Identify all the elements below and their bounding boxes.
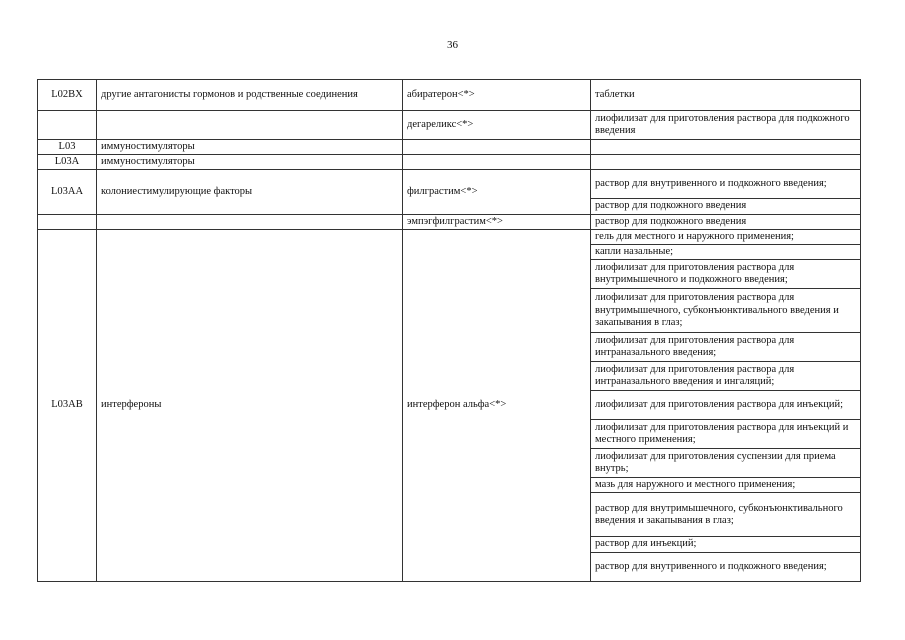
atc-code-cell: L03: [38, 140, 97, 155]
atc-code-cell: L02BX: [38, 80, 97, 111]
atc-code-cell: L03AA: [38, 170, 97, 214]
dosage-form-cell: лиофилизат для приготовления раствора для внутримышечного и подкожного введения;: [591, 260, 861, 289]
dosage-form-cell: [591, 155, 861, 170]
atc-code-cell: [38, 214, 97, 229]
dosage-form-cell: таблетки: [591, 80, 861, 111]
table-row: [38, 229, 861, 244]
drug-name-cell: интерферон альфа<*>: [403, 229, 591, 581]
dosage-form-cell: раствор для внутривенного и подкожного введения;: [591, 170, 861, 199]
drug-name-cell: [403, 155, 591, 170]
dosage-form-cell: лиофилизат для приготовления раствора для подкожного введения: [591, 111, 861, 140]
dosage-form-cell: лиофилизат для приготовления раствора для интраназального введения;: [591, 333, 861, 362]
group-name-cell: иммуностимуляторы: [97, 155, 403, 170]
drug-name-cell: абиратерон<*>: [403, 80, 591, 111]
table-row: [38, 155, 861, 170]
dosage-form-cell: лиофилизат для приготовления суспензии для приема внутрь;: [591, 449, 861, 478]
dosage-form-cell: лиофилизат для приготовления раствора для инъекций и местного применения;: [591, 420, 861, 449]
drug-classification-table: [37, 79, 861, 582]
atc-code-cell: L03A: [38, 155, 97, 170]
atc-code-cell: [38, 111, 97, 140]
drug-name-cell: эмпэгфилграстим<*>: [403, 214, 591, 229]
table-row: [38, 170, 861, 199]
dosage-form-cell: раствор для подкожного введения: [591, 214, 861, 229]
dosage-form-cell: лиофилизат для приготовления раствора для инъекций;: [591, 391, 861, 420]
dosage-form-cell: капли назальные;: [591, 245, 861, 260]
dosage-form-cell: раствор для инъекций;: [591, 537, 861, 552]
table-row: [38, 80, 861, 111]
table-row: [38, 214, 861, 229]
dosage-form-cell: лиофилизат для приготовления раствора для внутримышечного, субконъюнктивального введения и закапывания в глаз;: [591, 289, 861, 333]
table-row: [38, 111, 861, 140]
atc-code-cell: L03AB: [38, 229, 97, 581]
dosage-form-cell: лиофилизат для приготовления раствора для интраназального введения и ингаляций;: [591, 362, 861, 391]
group-name-cell: колониестимулирующие факторы: [97, 170, 403, 214]
drug-name-cell: филграстим<*>: [403, 170, 591, 214]
dosage-form-cell: раствор для внутривенного и подкожного введения;: [591, 552, 861, 581]
dosage-form-cell: раствор для внутримышечного, субконъюнктивального введения и закапывания в глаз;: [591, 493, 861, 537]
page-number: 36: [447, 39, 458, 51]
group-name-cell: интерфероны: [97, 229, 403, 581]
table-row: [38, 140, 861, 155]
group-name-cell: другие антагонисты гормонов и родственные соединения: [97, 80, 403, 111]
dosage-form-cell: раствор для подкожного введения: [591, 199, 861, 214]
dosage-form-cell: [591, 140, 861, 155]
dosage-form-cell: мазь для наружного и местного применения;: [591, 478, 861, 493]
group-name-cell: [97, 111, 403, 140]
group-name-cell: [97, 214, 403, 229]
drug-name-cell: [403, 140, 591, 155]
drug-name-cell: дегареликс<*>: [403, 111, 591, 140]
group-name-cell: иммуностимуляторы: [97, 140, 403, 155]
dosage-form-cell: гель для местного и наружного применения;: [591, 229, 861, 244]
